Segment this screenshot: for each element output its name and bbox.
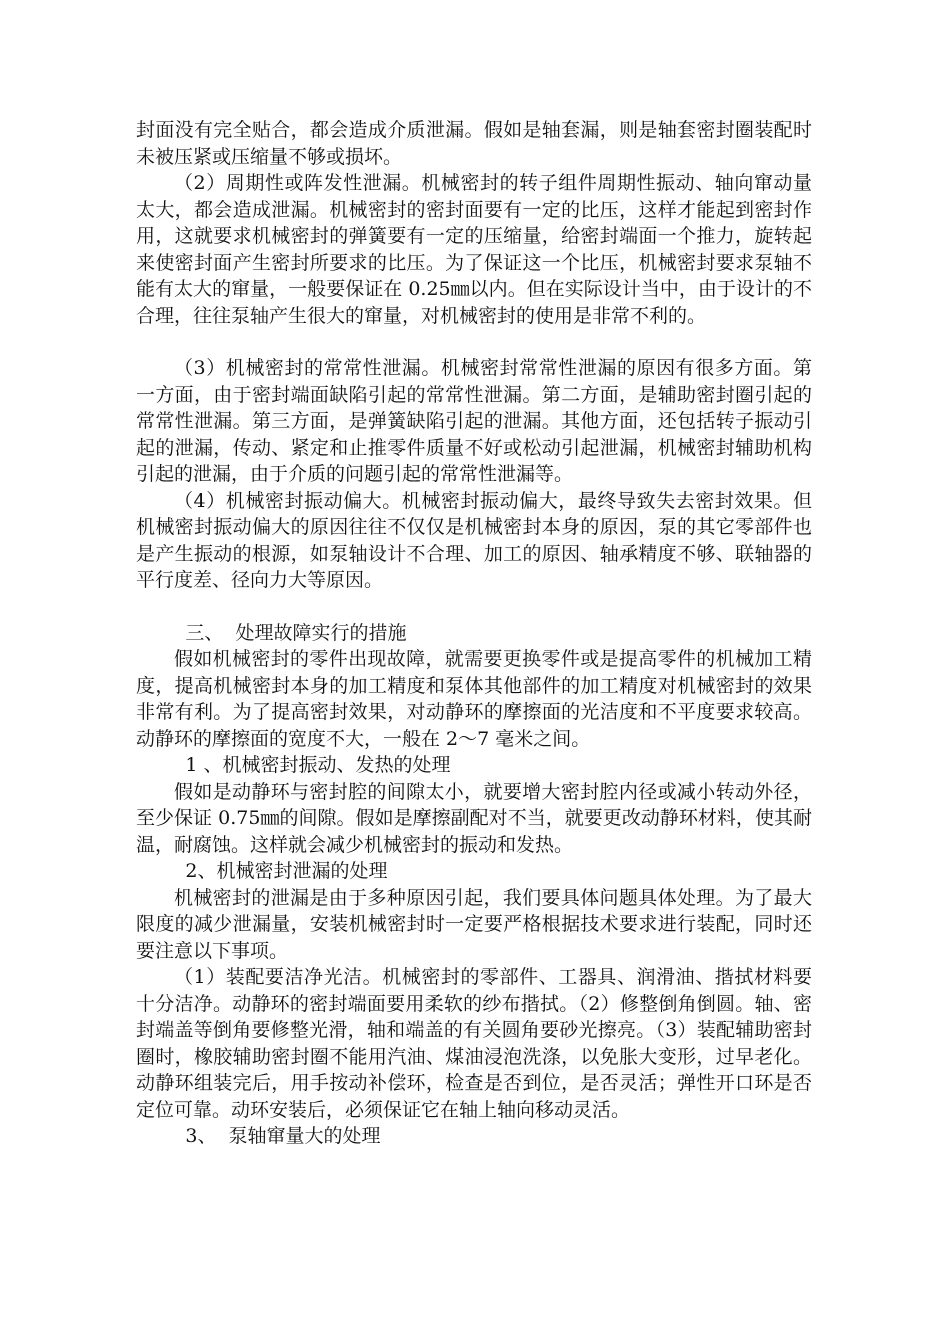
paragraph-gap: [136, 329, 812, 355]
paragraph-leak-handling: 机械密封的泄漏是由于多种原因引起，我们要具体问题具体处理。为了最大限度的减少泄漏量，安装机械密封时一定要严格根据技术要求进行装配，同时还要注意以下事项。: [136, 886, 812, 962]
paragraph-1: 封面没有完全贴合，都会造成介质泄漏。假如是轴套漏，则是轴套密封圈装配时未被压紧或压缩量不够或损坏。: [136, 119, 812, 168]
paragraph-vibration-heat: 假如是动静环与密封腔的间隙太小，就要增大密封腔内径或减小转动外径，至少保证 0.75㎜的间隙。假如是摩擦副配对不当，就要更改动静环材料，使其耐温，耐腐蚀。这样就会减少机械密封的振动和发热。: [136, 780, 812, 856]
paragraph-vibration: （4）机械密封振动偏大。机械密封振动偏大，最终导致失去密封效果。但机械密封振动偏大的原因往往不仅仅是机械密封本身的原因，泵的其它零部件也是产生振动的根源，如泵轴设计不合理、加工的原因、轴承精度不够、联轴器的平行度差、径向力大等原因。: [136, 489, 812, 591]
paragraph-gap: [136, 594, 812, 620]
subheading-shaft-play: 3、 泵轴窜量大的处理: [185, 1125, 381, 1147]
subheading-leak-handling: 2、机械密封泄漏的处理: [185, 860, 388, 882]
paragraph-measures-intro: 假如机械密封的零件出现故障，就需要更换零件或是提高零件的机械加工精度，提高机械密封本身的加工精度和泵体其他部件的加工精度对机械密封的效果非常有利。为了提高密封效果，对动静环的摩擦面的光洁度和不平度要求较高。动静环的摩擦面的宽度不大，一般在 2～7 毫米之间。: [136, 648, 812, 750]
section-heading-measures: 三、 处理故障实行的措施: [185, 621, 407, 644]
paragraph-periodic-leak: （2）周期性或阵发性泄漏。机械密封的转子组件周期性振动、轴向窜动量太大，都会造成泄漏。机械密封的密封面要有一定的比压，这样才能起到密封作用，这就要求机械密封的弹簧要有一定的压缩量，给密封端面一个推力，旋转起来使密封面产生密封所要求的比压。为了保证这一个比压，机械密封要求泵轴不能有太大的窜量，一般要保证在 0.25㎜以内。但在实际设计当中，由于设计的不合理，往往泵轴产生很大的窜量，对机械密封的使用是非常不利的。: [136, 172, 812, 327]
paragraph-assembly-notes: （1）装配要洁净光洁。机械密封的零部件、工器具、润滑油、揩拭材料要十分洁净。动静环的密封端面要用柔软的纱布揩拭。（2）修整倒角倒圆。轴、密封端盖等倒角要修整光滑，轴和端盖的有关圆角要砂光擦亮。（3）装配辅助密封圈时，橡胶辅助密封圈不能用汽油、煤油浸泡洗涤，以免胀大变形，过早老化。动静环组装完后，用手按动补偿环，检查是否到位，是否灵活；弹性开口环是否定位可靠。动环安装后，必须保证它在轴上轴向移动灵活。: [136, 966, 812, 1121]
subheading-vibration-heat: 1 、机械密封振动、发热的处理: [185, 754, 451, 776]
document-body: [136, 117, 812, 1150]
paragraph-frequent-leak: （3）机械密封的常常性泄漏。机械密封常常性泄漏的原因有很多方面。第一方面，由于密封端面缺陷引起的常常性泄漏。第二方面，是辅助密封圈引起的常常性泄漏。第三方面，是弹簧缺陷引起的泄漏。其他方面，还包括转子振动引起的泄漏，传动、紧定和止推零件质量不好或松动引起泄漏，机械密封辅助机构引起的泄漏，由于介质的问题引起的常常性泄漏等。: [136, 357, 812, 485]
